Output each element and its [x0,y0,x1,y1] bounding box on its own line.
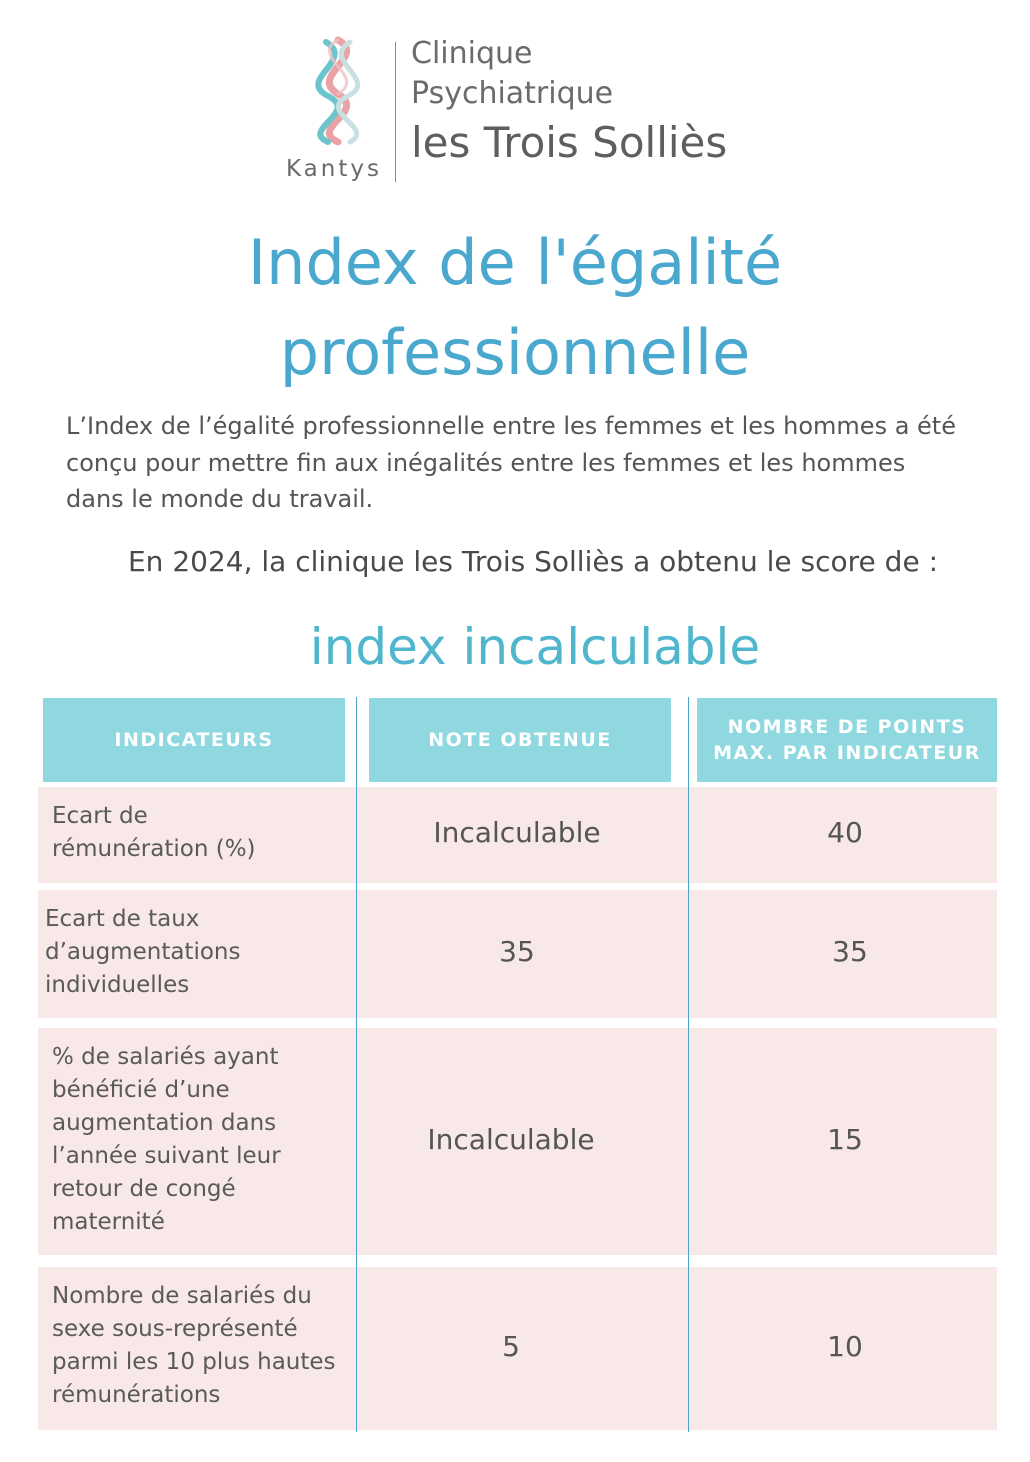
score-value: index incalculable [309,618,761,676]
note-value: Incalculable [433,816,601,849]
page-title-line1: Index de l'égalité [247,226,783,299]
note-value: 5 [502,1330,520,1363]
note-value: Incalculable [427,1123,595,1156]
logo-divider [395,42,396,182]
clinic-logo [284,36,744,186]
note-value: 35 [499,935,535,968]
logo-text-clinic-name: les Trois Solliès [411,118,728,167]
max-points-value: 35 [832,935,868,968]
max-points-value: 40 [827,816,863,849]
max-points-value: 15 [827,1123,863,1156]
intro-paragraph: L’Index de l’égalité professionnelle entre les femmes et les hommes a été conçu pour mettre fin aux inégalités entre les femmes et les hommes dans le monde du travail. [66,412,956,513]
indicator-label: Ecart de taux d’augmentations individuelles [45,906,241,998]
score-statement: En 2024, la clinique les Trois Solliès a obtenu le score de : [127,545,939,578]
header-max-line2: MAX. PAR INDICATEUR [713,742,981,764]
column-divider [356,697,357,1432]
column-divider [688,697,689,1432]
indicator-label: Nombre de salariés du sexe sous-représenté parmi les 10 plus hautes rémunérations [52,1283,336,1408]
header-max-points [697,698,997,782]
header-note: NOTE OBTENUE [369,698,671,782]
logo-text-clinique: Clinique [411,36,533,71]
page-title-line2: professionnelle [279,316,751,389]
logo-text-psychiatrique: Psychiatrique [411,76,614,111]
page-title [0,218,1030,398]
header-indicators: INDICATEURS [43,698,345,782]
header-max-line1: NOMBRE DE POINTS [727,716,967,738]
brand-name: Kantys [286,156,382,182]
helix-logo-icon [298,36,378,146]
indicator-label: Ecart de rémunération (%) [52,803,256,862]
max-points-value: 10 [827,1330,863,1363]
indicator-label: % de salariés ayant bénéficié d’une augmentation dans l’année suivant leur retour de congé maternité [52,1044,281,1235]
